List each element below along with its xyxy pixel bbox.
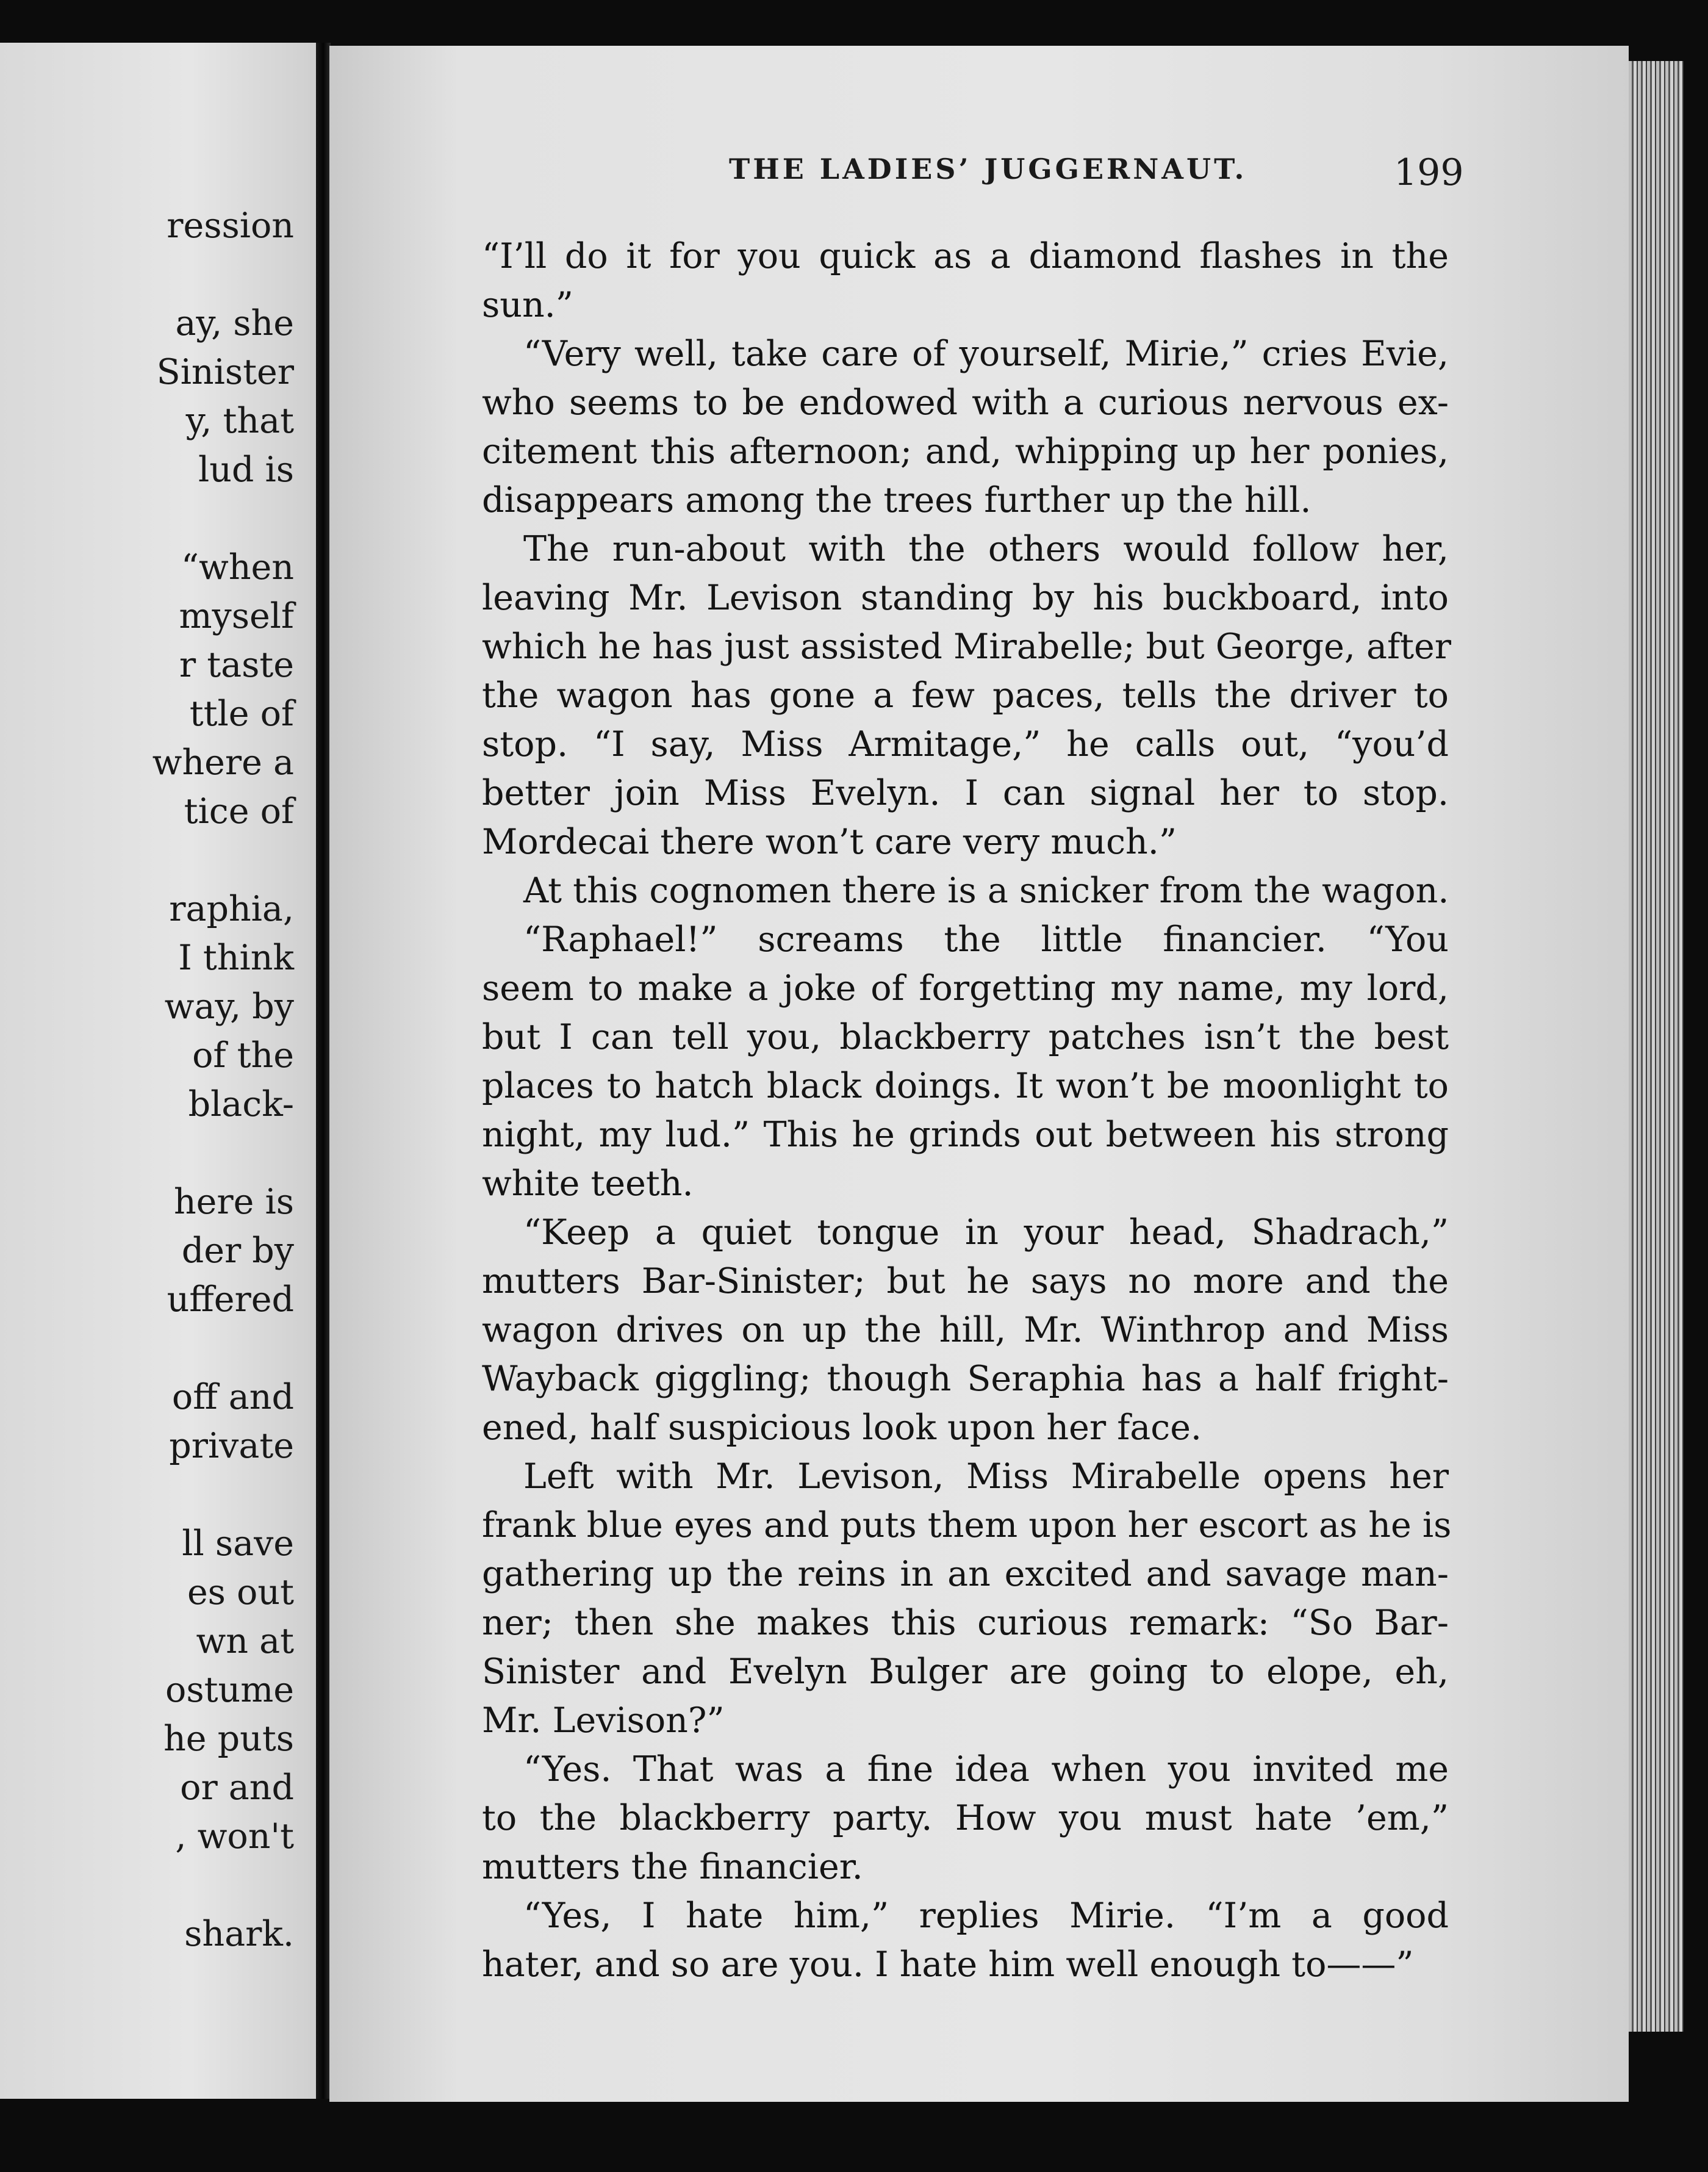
text-line: frank blue eyes and puts them upon her escort as he is xyxy=(482,1505,1452,1545)
page-number: 199 xyxy=(1394,151,1464,194)
left-page-line: shark. xyxy=(184,1914,294,1954)
text-line: “I’ll do it for you quick as a diamond flashes in the xyxy=(482,236,1449,276)
left-page-line: black- xyxy=(188,1084,294,1124)
left-page-line: ll save xyxy=(182,1523,294,1564)
text-line: “Yes. That was a fine idea when you invited me xyxy=(523,1749,1449,1789)
text-line: Wayback giggling; though Seraphia has a half fright- xyxy=(482,1359,1449,1399)
left-page-line: I think xyxy=(178,938,294,978)
left-page-line: , won't xyxy=(175,1816,294,1857)
text-line: The run-about with the others would follow her, xyxy=(523,529,1449,569)
text-line: who seems to be endowed with a curious nervous ex- xyxy=(482,383,1449,423)
text-line: white teeth. xyxy=(482,1163,694,1204)
left-page-line: ay, she xyxy=(175,303,294,343)
left-page-line: r taste xyxy=(179,645,294,685)
text-line: At this cognomen there is a snicker from the wagon. xyxy=(523,871,1449,911)
left-page-line: way, by xyxy=(164,987,294,1027)
text-line: wagon drives on up the hill, Mr. Winthrop and Miss xyxy=(482,1310,1449,1350)
left-page-line: lud is xyxy=(198,450,294,490)
left-page-line: here is xyxy=(173,1182,294,1222)
left-page-line: es out xyxy=(187,1572,294,1613)
text-line: places to hatch black doings. It won’t be moonlight to xyxy=(482,1066,1449,1106)
text-line: “Raphael!” screams the little financier. “You xyxy=(523,919,1449,960)
left-page-line: ression xyxy=(167,206,294,246)
left-page-line: ttle of xyxy=(189,694,294,734)
text-line: better join Miss Evelyn. I can signal her to stop. xyxy=(482,773,1449,813)
left-page-line: ostume xyxy=(165,1670,294,1710)
text-line: but I can tell you, blackberry patches isn’t the best xyxy=(482,1017,1449,1057)
left-page-line: or and xyxy=(180,1767,294,1808)
text-line: night, my lud.” This he grinds out between his strong xyxy=(482,1115,1449,1155)
text-line: citement this afternoon; and, whipping up her ponies, xyxy=(482,431,1449,472)
left-page-line: tice of xyxy=(184,791,294,832)
left-page-line: off and xyxy=(171,1377,294,1417)
text-line: ner; then she makes this curious remark: “So Bar- xyxy=(482,1603,1449,1643)
body-text xyxy=(482,232,1452,1989)
text-line: to the blackberry party. How you must hate ’em,” xyxy=(482,1798,1449,1838)
text-line: which he has just assisted Mirabelle; but George, after xyxy=(482,627,1452,667)
text-line: Mr. Levison?” xyxy=(482,1700,725,1741)
left-page-line: raphia, xyxy=(169,889,294,929)
page-edges xyxy=(1629,61,1684,2032)
left-page-line: of the xyxy=(192,1035,294,1076)
running-head: THE LADIES’ JUGGERNAUT. xyxy=(729,153,1247,185)
text-line: seem to make a joke of forgetting my name, my lord, xyxy=(482,968,1449,1009)
left-page-line: myself xyxy=(179,596,294,636)
left-page-line: he puts xyxy=(163,1719,294,1759)
book-gutter xyxy=(316,43,331,2099)
left-page-line: uffered xyxy=(167,1279,294,1320)
left-page xyxy=(0,43,317,2099)
text-line: mutters Bar-Sinister; but he says no more and the xyxy=(482,1261,1449,1301)
text-line: Left with Mr. Levison, Miss Mirabelle opens her xyxy=(523,1456,1449,1497)
text-line: hater, and so are you. I hate him well enough to——” xyxy=(482,1944,1414,1985)
left-page-line: “when xyxy=(181,547,294,588)
left-page-line: Sinister xyxy=(156,352,294,392)
text-line: “Yes, I hate him,” replies Mirie. “I’m a good xyxy=(523,1896,1449,1936)
text-line: the wagon has gone a few paces, tells the driver to xyxy=(482,675,1449,716)
text-line: disappears among the trees further up the hill. xyxy=(482,480,1312,520)
text-line: Mordecai there won’t care very much.” xyxy=(482,822,1177,862)
text-line: mutters the financier. xyxy=(482,1847,863,1887)
text-line: ened, half suspicious look upon her face. xyxy=(482,1408,1202,1448)
left-page-line: where a xyxy=(152,743,294,783)
text-line: gathering up the reins in an excited and savage man- xyxy=(482,1554,1449,1594)
left-page-line: wn at xyxy=(196,1621,294,1661)
text-line: “Keep a quiet tongue in your head, Shadrach,” xyxy=(523,1212,1449,1253)
left-page-line: der by xyxy=(181,1231,294,1271)
text-line: leaving Mr. Levison standing by his buckboard, into xyxy=(482,578,1449,618)
left-page-line: y, that xyxy=(185,401,294,441)
text-line: stop. “I say, Miss Armitage,” he calls out, “you’d xyxy=(482,724,1449,764)
text-line: “Very well, take care of yourself, Mirie,” cries Evie, xyxy=(523,334,1449,374)
text-line: sun.” xyxy=(482,285,573,325)
left-page-line: private xyxy=(169,1426,294,1466)
text-line: Sinister and Evelyn Bulger are going to elope, eh, xyxy=(482,1652,1449,1692)
